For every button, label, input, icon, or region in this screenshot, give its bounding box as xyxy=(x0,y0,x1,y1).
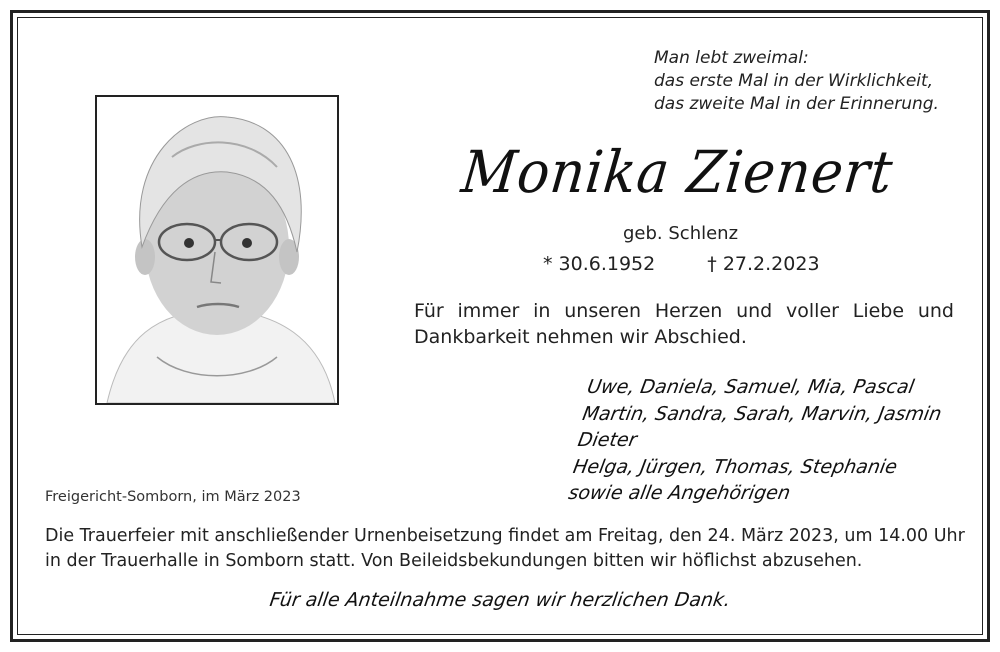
place-date: Freigericht-Somborn, im März 2023 xyxy=(45,489,301,505)
mourner-line: Helga, Jürgen, Thomas, Stephanie xyxy=(571,455,900,478)
funeral-notice xyxy=(45,524,965,574)
funeral-line: in der Trauerhalle in Somborn statt. Von Beileidsbekundungen bitten wir höflichst abzusehen. xyxy=(45,551,863,571)
motto-line: das zweite Mal in der Erinnerung. xyxy=(654,94,939,114)
birth-date: * 30.6.1952 xyxy=(543,253,656,275)
funeral-line: Die Trauerfeier mit anschließender Urnenbeisetzung findet am Freitag, den 24. März 2023, um 14.00 Uhr xyxy=(45,526,965,546)
mourners-list xyxy=(566,374,948,507)
motto-line: Man lebt zweimal: xyxy=(654,48,809,68)
mourner-line: sowie alle Angehörigen xyxy=(566,482,792,504)
motto-line: das erste Mal in der Wirklichkeit, xyxy=(654,71,934,91)
death-date: † 27.2.2023 xyxy=(707,253,820,275)
motto-quote xyxy=(654,47,939,116)
portrait-photo xyxy=(95,95,339,405)
birth-name: geb. Schlenz xyxy=(623,223,739,244)
deceased-name: Monika Zienert xyxy=(458,138,897,206)
mourner-line: Martin, Sandra, Sarah, Marvin, Jasmin xyxy=(580,402,944,425)
thanks-line: Für alle Anteilnahme sagen wir herzlichen Dank. xyxy=(268,589,732,611)
life-dates xyxy=(543,253,820,275)
farewell-message: Für immer in unseren Herzen und voller Liebe und Dankbarkeit nehmen wir Abschied. xyxy=(414,300,954,348)
mourner-line: Uwe, Daniela, Samuel, Mia, Pascal xyxy=(585,376,916,398)
mourner-line: Dieter xyxy=(576,429,639,451)
portrait-illustration xyxy=(97,97,337,403)
